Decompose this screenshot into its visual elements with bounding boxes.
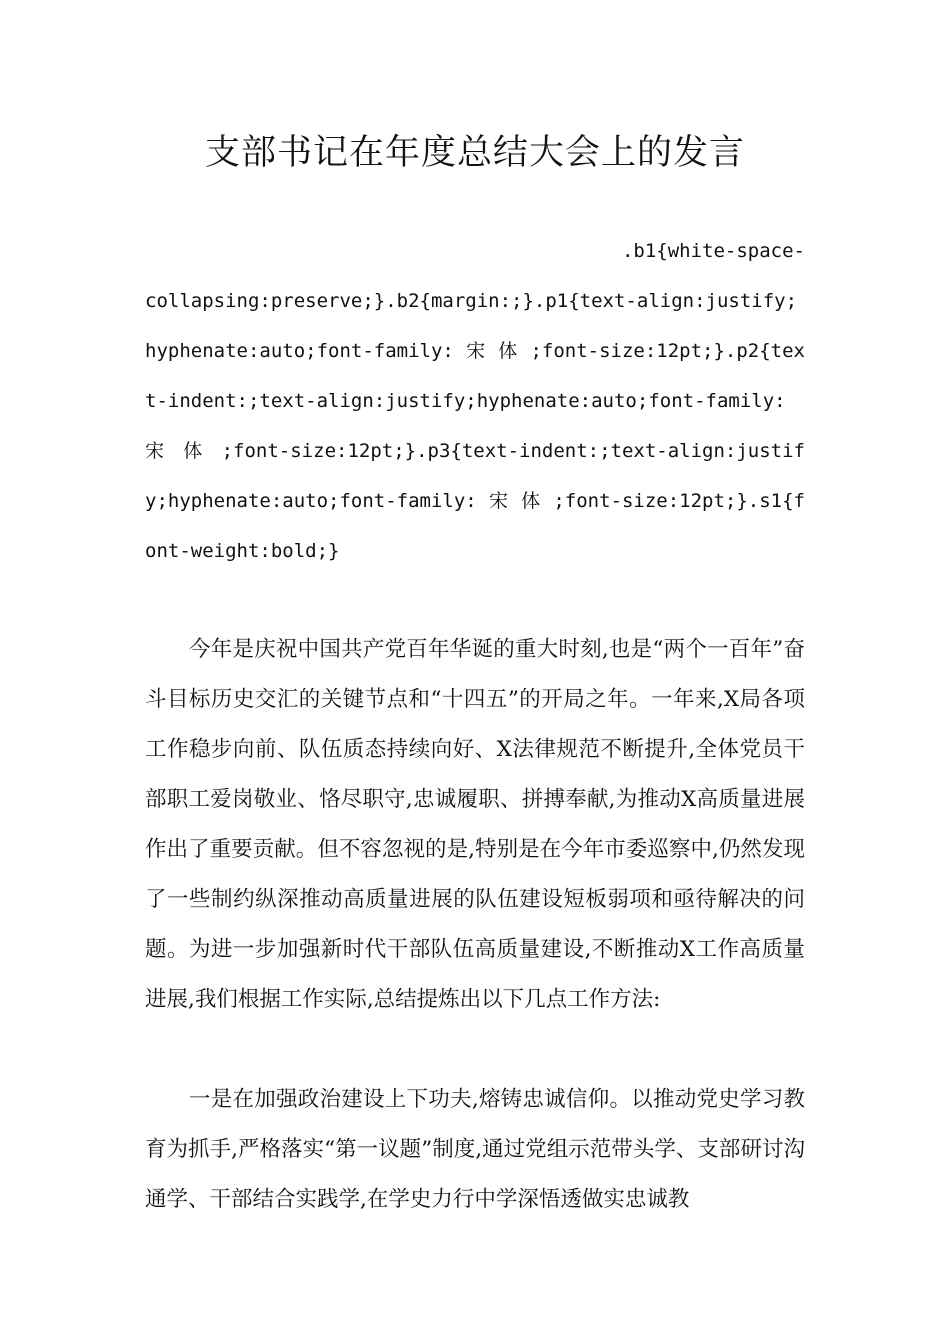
css-code-rest: collapsing:preserve;}.b2{margin:;}.p1{text-align:justify;hyphenate:auto;font-family: 宋 体 ;font-size:12pt;}.p2{text-indent:;text-align:justify;hyphenate:auto;font-family: 宋 体 ;font-size:12pt;}.p3{text-indent:;text-align:justify;hyphenate:auto;font-family: 宋 体 ;font-size:12pt;}.s1{font-weight:bold;}: [145, 290, 805, 562]
css-code-text: [145, 226, 805, 576]
document-title: 支部书记在年度总结大会上的发言: [204, 133, 745, 173]
css-code-first-line: .b1{white-space-: [621, 240, 805, 262]
body-paragraph-point-one: 一是在加强政治建设上下功夫,熔铸忠诚信仰。以推动党史学习教育为抓手,严格落实“第一议题”制度,通过党组示范带头学、支部研讨沟通学、干部结合实践学,在学史力行中学深悟透做实忠诚教: [145, 1087, 805, 1212]
body-paragraph-intro: 今年是庆祝中国共产党百年华诞的重大时刻,也是“两个一百年”奋斗目标历史交汇的关键节点和“十四五”的开局之年。一年来,X局各项工作稳步向前、队伍质态持续向好、X法律规范不断提升,全体党员干部职工爱岗敬业、恪尽职守,忠诚履职、拼搏奉献,为推动X高质量进展作出了重要贡献。但不容忽视的是,特别是在今年市委巡察中,仍然发现了一些制约纵深推动高质量进展的队伍建设短板弱项和亟待解决的问题。为进一步加强新时代干部队伍高质量建设,不断推动X工作高质量进展,我们根据工作实际,总结提炼出以下几点工作方法:: [145, 637, 805, 1012]
